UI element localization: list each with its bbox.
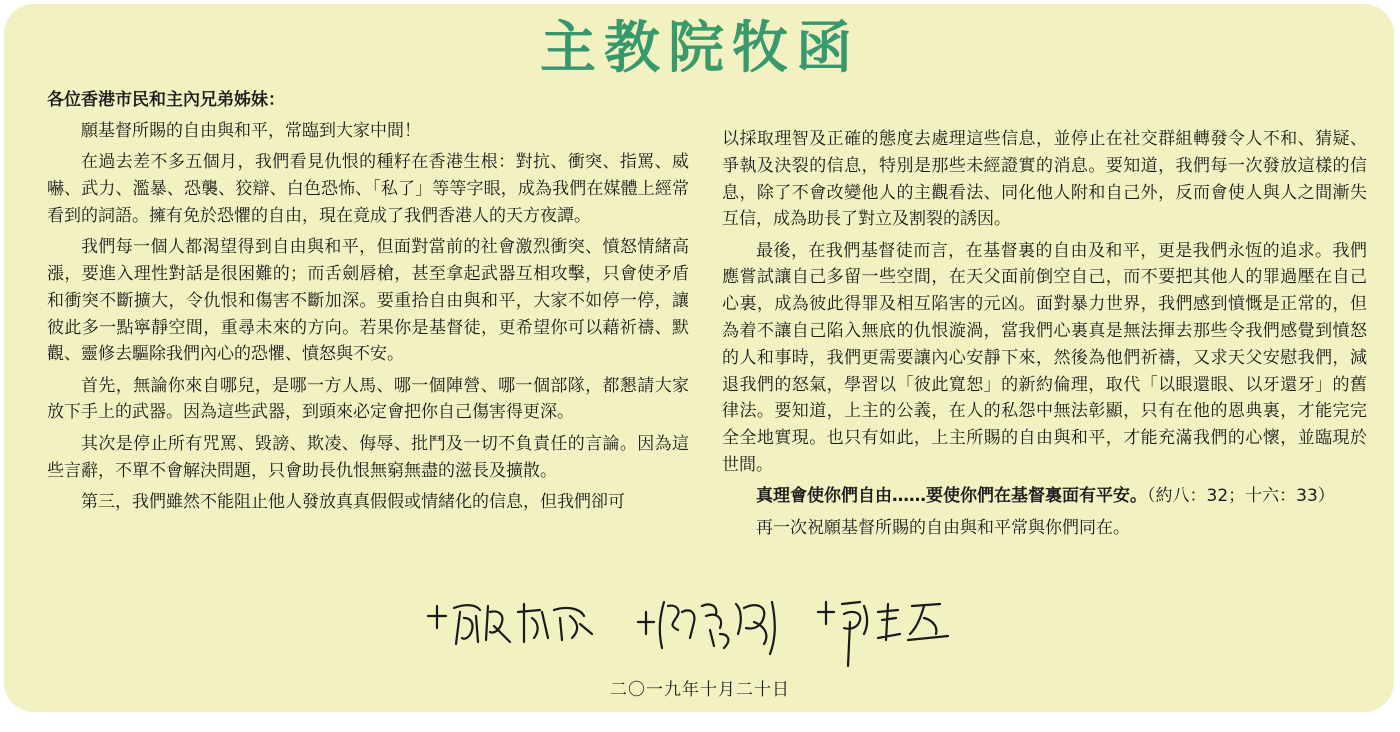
paragraph: 第三，我們雖然不能阻止他人發放真真假假或情緒化的信息，但我們卻可 (81, 491, 625, 512)
left-column (47, 118, 689, 520)
paragraph: 在過去差不多五個月，我們看見仇恨的種籽在香港生根：對抗、衝突、指罵、威嚇、武力、濫暴、恐襲、狡辯、白色恐怖、「私了」等等字眼，成為我們在媒體上經常看到的詞語。擁有免於恐懼的自由，現在竟成了我們香港人的天方夜譚。 (47, 152, 689, 226)
quote-reference: （約八：32；十六：33） (1147, 486, 1335, 507)
signature-handwritten (818, 602, 948, 666)
signature-handwritten (428, 604, 592, 644)
paragraph: 我們每一個人都渴望得到自由與和平，但面對當前的社會激烈衝突、憤怒情緒高漲，要進入理性對話是很困難的；而舌劍唇槍，甚至拿起武器互相攻擊，只會使矛盾和衝突不斷擴大，令仇恨和傷害不斷加深。要重拾自由與和平，大家不如停一停，讓彼此多一點寧靜空間，重尋未來的方向。若果你是基督徒，更希望你可以藉祈禱、默觀、靈修去驅除我們內心的恐懼、憤怒與不安。 (47, 237, 689, 365)
paragraph: 願基督所賜的自由與和平，常臨到大家中間！ (81, 121, 421, 141)
letter-date: 二〇一九年十月二十日 (610, 680, 790, 700)
right-column (722, 126, 1367, 546)
signatures (420, 582, 980, 674)
scripture-quote (722, 483, 1367, 510)
paragraph: 以採取理智及正確的態度去處理這些信息，並停止在社交群組轉發令人不和、猜疑、爭執及決裂的信息，特別是那些未經證實的消息。要知道，我們每一次發放這樣的信息，除了不會改變他人的主觀看法、同化他人附和自己外，反而會使人與人之間漸失互信，成為助長了對立及割裂的誘因。 (722, 129, 1367, 230)
salutation: 各位香港市民和主內兄弟姊妹： (47, 90, 285, 110)
paragraph: 首先，無論你來自哪兒，是哪一方人馬、哪一個陣營、哪一個部隊，都懇請大家放下手上的武器。因為這些武器，到頭來必定會把你自己傷害得更深。 (47, 375, 689, 423)
paragraph: 最後，在我們基督徒而言，在基督裏的自由及和平，更是我們永恆的追求。我們應嘗試讓自己多留一些空間，在天父面前倒空自己，而不要把其他人的罪過壓在自己心裏，成為彼此得罪及相互陷害的元凶。面對暴力世界，我們感到憤慨是正常的，但為着不讓自己陷入無底的仇恨漩渦，當我們心裏真是無法揮去那些令我們感覺到憤怒的人和事時，我們更需要讓內心安靜下來，然後為他們祈禱，又求天父安慰我們，減退我們的怒氣，學習以「彼此寬恕」的新約倫理，取代「以眼還眼、以牙還牙」的舊律法。要知道，上主的公義，在人的私怨中無法彰顯，只有在他的恩典裏，才能完完全全地實現。也只有如此，上主所賜的自由與和平，才能充滿我們的心懷，並臨現於世間。 (722, 240, 1367, 476)
letter-title: 主教院牧函 (0, 14, 1400, 84)
paragraph: 其次是停止所有咒罵、毀謗、欺凌、侮辱、批鬥及一切不負責任的言論。因為這些言辭，不單不會解決問題，只會助長仇恨無窮無盡的滋長及擴散。 (47, 433, 689, 481)
closing-blessing: 再一次祝願基督所賜的自由與和平常與你們同在。 (756, 517, 1130, 538)
signature-handwritten (638, 602, 775, 654)
quote-text: 真理會使你們自由……要使你們在基督裏面有平安。 (756, 486, 1147, 507)
